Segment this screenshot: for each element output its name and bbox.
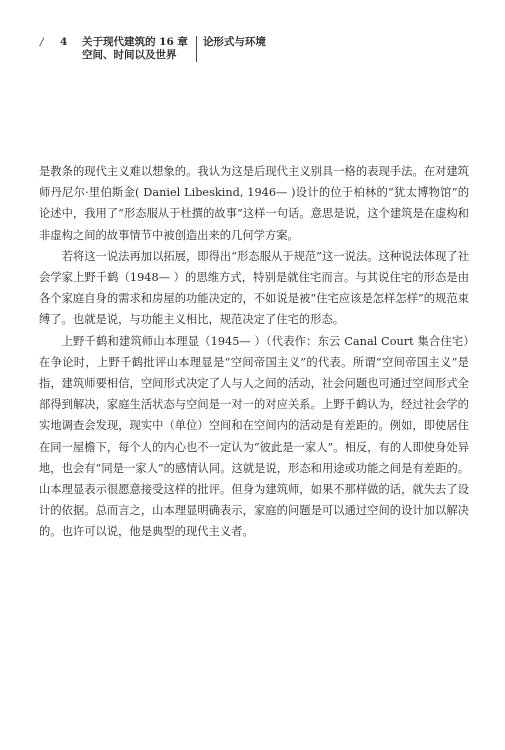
paragraph: 上野千鹤和建筑师山本理显（1945— ）（代表作：东云 Canal Court 集合住宅）在争论时，上野千鹤批评山本理显是“空间帝国主义”的代表。所谓“空间帝国主义”是指，建筑师要相信，空间形式决定了人与人之间的活动，社会问题也可通过空间形式全部得到解决，家庭生活状态与空间是一对一的对应关系。上野千鹤认为，经过社会学的实地调查会发现，现实中（单位）空间和在空间内的活动是有差距的。例如，即使居住在同一屋檐下，每个人的内心也不一定认为“彼此是一家人”。相反，有的人即使身处异地，也会有“同是一家人”的感情认同。这就是说，形态和用途或功能之间是有差距的。山本理显表示很愿意接受这样的批评。但身为建筑师，如果不那样做的话，就失去了设计的依据。总而言之，山本理显明确表示，家庭的问题是可以通过空间的设计加以解决的。也许可以说，他是典型的现代主义者。 (39, 334, 469, 539)
section-title: 论形式与环境 (202, 36, 266, 48)
header-mark: / (40, 36, 44, 48)
book-title (82, 36, 188, 62)
book-title-line1: 关于现代建筑的 16 章 (82, 36, 188, 48)
page-number: 4 (60, 36, 68, 48)
running-header (40, 36, 266, 66)
paragraph: 若将这一说法再加以拓展，即得出“形态服从于规范”这一说法。这种说法体现了社会学家上野千鹤（1948— ）的思维方式，特别是就住宅而言。与其说住宅的形态是由各个家庭自身的需求和房屋的功能决定的，不如说是被“住宅应该是怎样怎样”的规范束缚了。也就是说，与功能主义相比，规范决定了住宅的形态。 (39, 249, 469, 327)
paragraph: 是教条的现代主义难以想象的。我认为这是后现代主义别具一格的表现手法。在对建筑师丹尼尔·里伯斯金( Daniel Libeskind, 1946— )设计的位于柏林的“犹太博物馆”的论述中，我用了“形态服从于杜撰的故事”这样一句话。意思是说，这个建筑是在虚构和非虚构之间的故事情节中被创造出来的几何学方案。 (39, 165, 469, 242)
header-divider (196, 36, 197, 62)
body-text (39, 161, 469, 543)
book-title-line2: 空间、时间以及世界 (82, 49, 177, 61)
